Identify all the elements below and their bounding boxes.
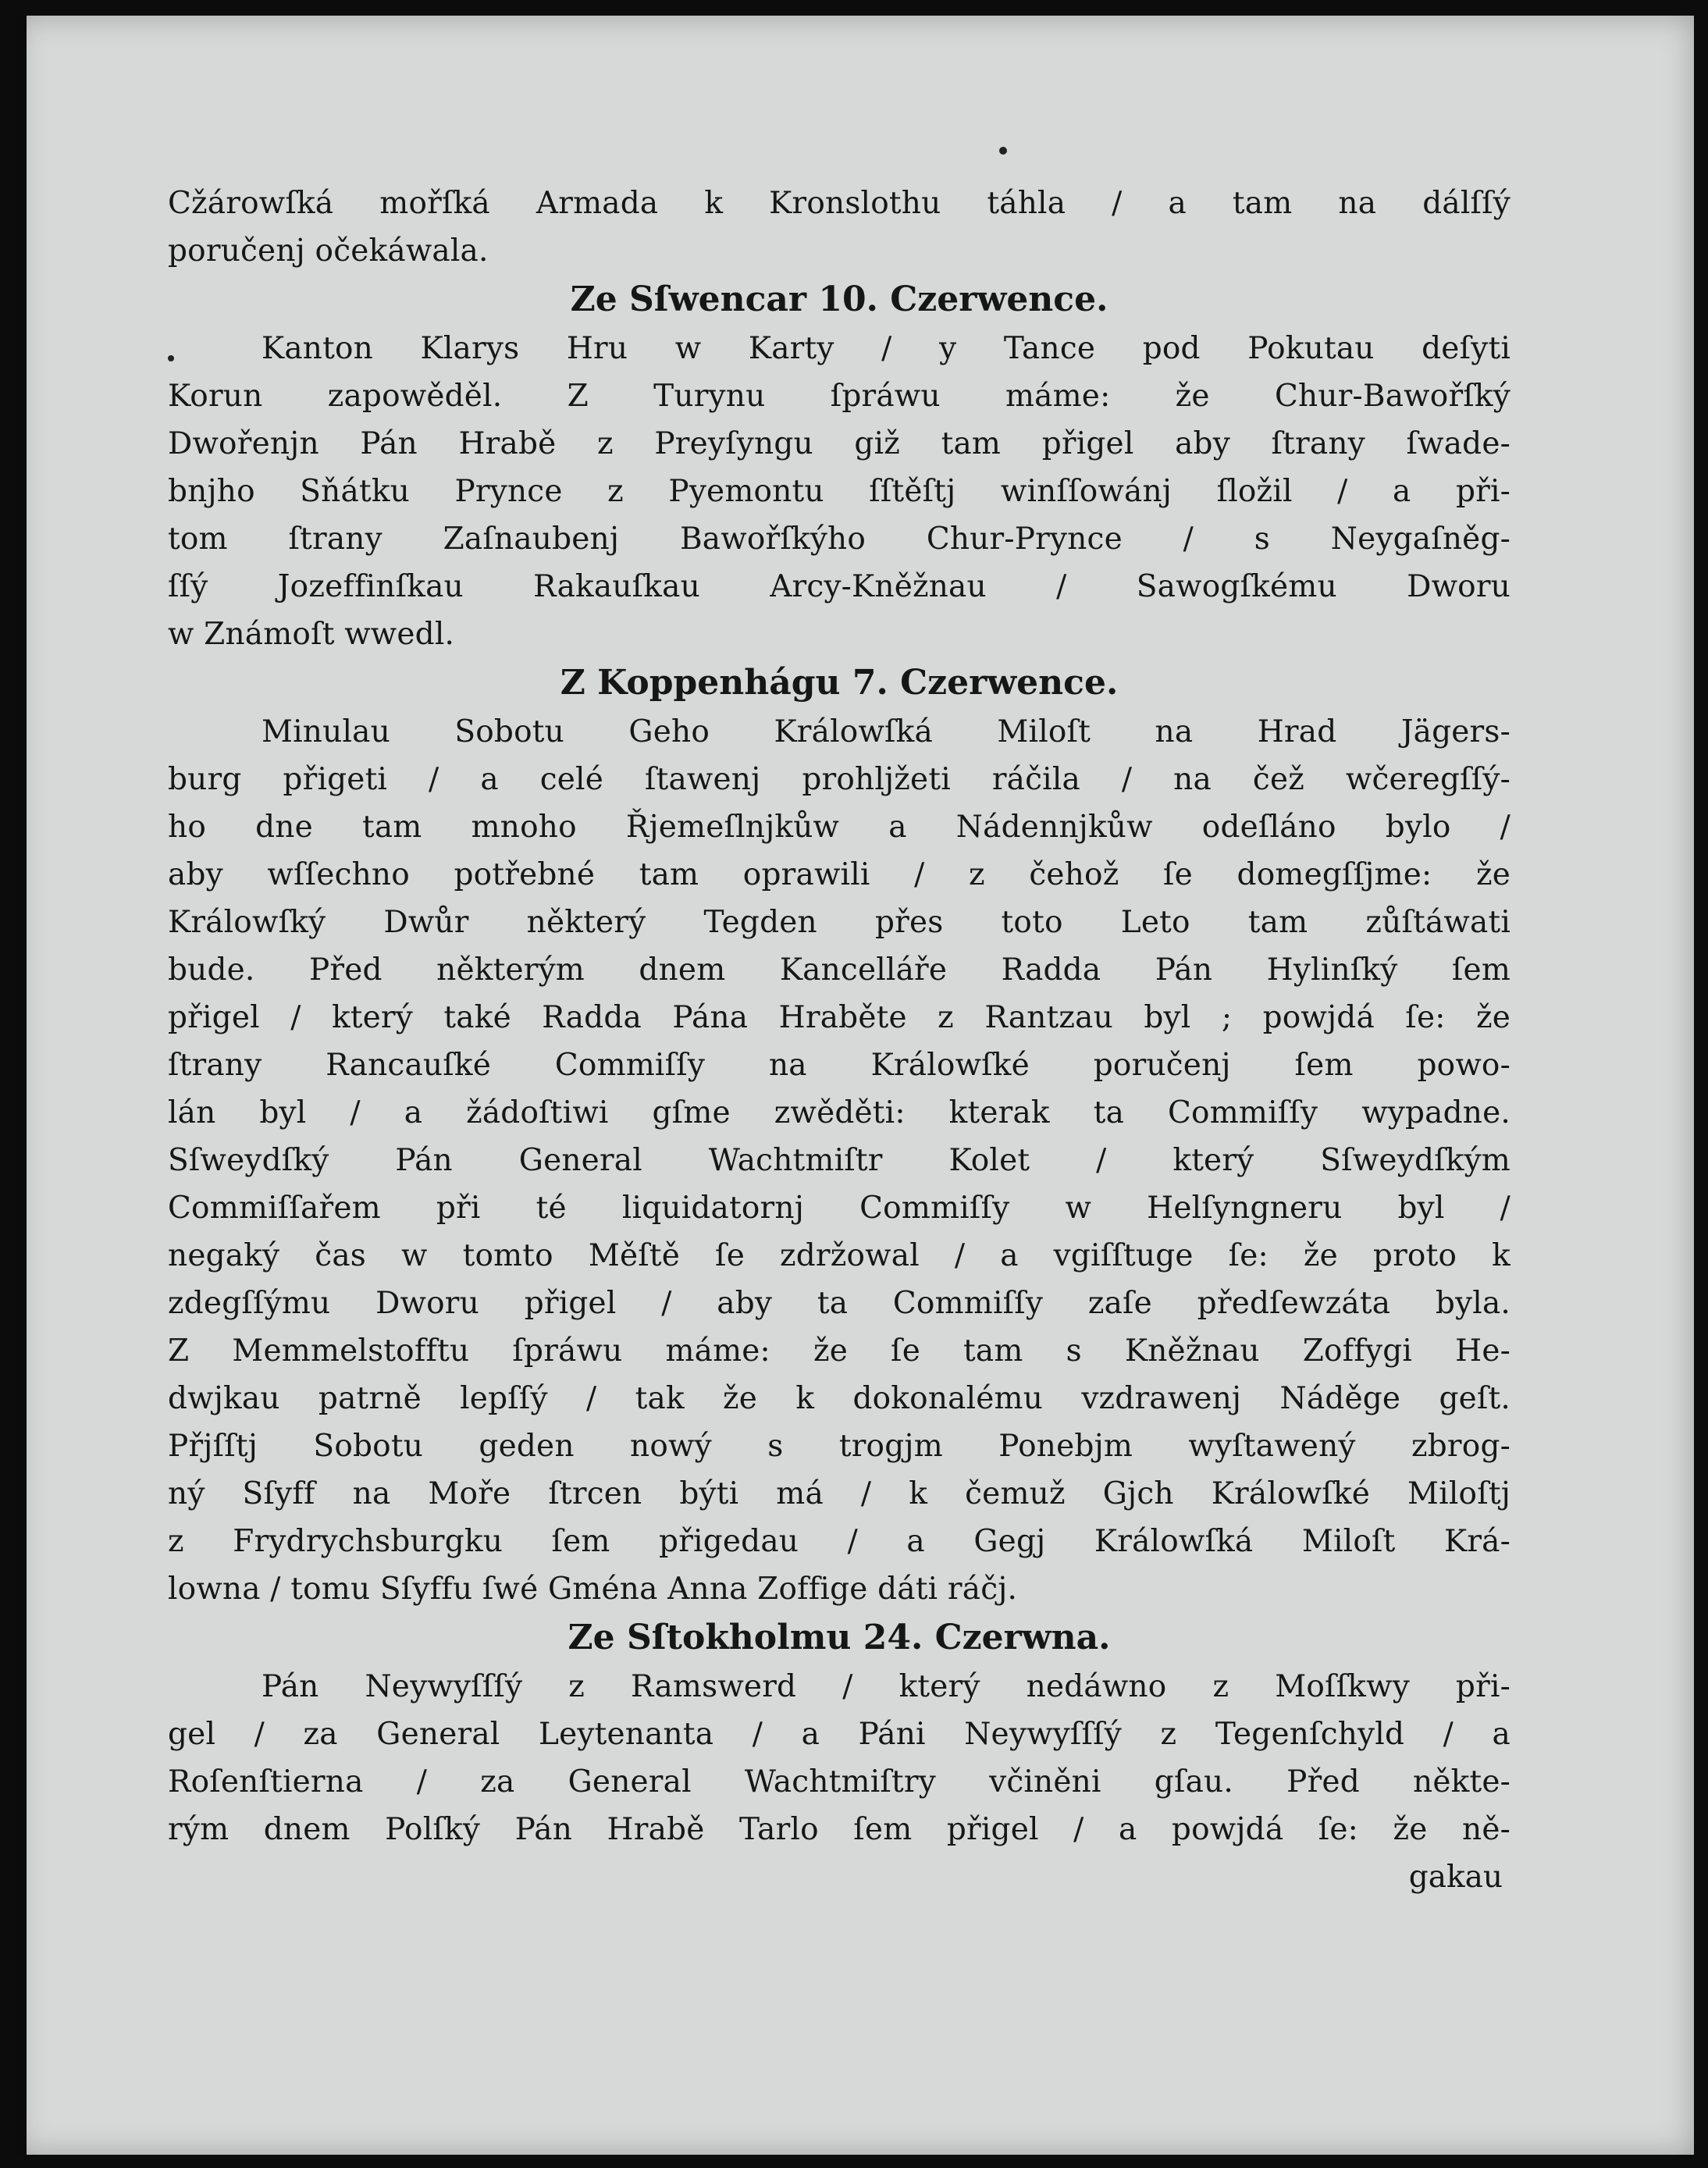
paragraph-last-line: poručenj očekáwala.: [168, 233, 489, 269]
binding-edge: [16, 16, 27, 2155]
text-line: ſſý Jozeffinſkau Rakauſkau Arcy-Kněžnau / Sawogſkému Dworu: [168, 569, 1511, 604]
text-line: přigel / který také Radda Pána Hraběte z Rantzau byl ; powjdá ſe: že: [168, 1000, 1511, 1035]
dateline-heading: Ze Sſtokholmu 24. Czerwna.: [568, 1618, 1111, 1657]
text-line: Commiſſařem při té liquidatornj Commiſſy w Helſyngneru byl /: [168, 1191, 1511, 1226]
paragraph-last-line: lowna / tomu Sſyffu ſwé Gména Anna Zoffige dáti ráčj.: [168, 1572, 1018, 1607]
text-line: ho dne tam mnoho Řjemeſlnjkůw a Nádennjkůw odeſláno bylo /: [168, 810, 1511, 845]
paragraph-first-line: Kanton Klarys Hru w Karty / y Tance pod Pokutau deſyti: [262, 331, 1511, 366]
text-line: Roſenſtierna / za General Wachtmiſtry včiněni gſau. Před někte-: [168, 1764, 1511, 1800]
scanned-page: [16, 16, 1694, 2155]
dateline-heading: Z Koppenhágu 7. Czerwence.: [560, 663, 1119, 703]
text-line: ný Sſyff na Moře ſtrcen býti má / k čemuž Gjch Králowſké Miloſtj: [168, 1476, 1511, 1511]
ink-speck: [999, 147, 1007, 155]
text-line: bnjho Sňátku Prynce z Pyemontu ſſtěſtj winſſowánj ſložil / a při-: [168, 474, 1511, 509]
text-line: rým dnem Polſký Pán Hrabě Tarlo ſem přigel / a powjdá ſe: že ně-: [168, 1812, 1511, 1847]
text-line: ſtrany Rancauſké Commiſſy na Králowſké poručenj ſem powo-: [168, 1048, 1511, 1083]
text-line: bude. Před některým dnem Kancelláře Radda Pán Hylinſký ſem: [168, 952, 1511, 988]
text-line: Korun zapowěděl. Z Turynu ſpráwu máme: že Chur-Bawořſký: [168, 379, 1511, 414]
text-line: aby wſſechno potřebné tam oprawili / z čehož ſe domegſſjme: že: [168, 857, 1511, 892]
text-line: Z Memmelstofftu ſpráwu máme: že ſe tam s Kněžnau Zoffygi He-: [168, 1333, 1511, 1369]
text-line: zdegſſýmu Dworu přigel / aby ta Commiſſy zaſe předſewzáta byla.: [168, 1286, 1511, 1321]
text-line: burg přigeti / a celé ſtawenj prohljžeti ráčila / na čež wčeregſſý-: [168, 762, 1511, 797]
paragraph-first-line: Minulau Sobotu Geho Králowſká Miloſt na Hrad Jägers-: [262, 714, 1511, 749]
text-line: Cžárowſká mořſká Armada k Kronslothu táhla / a tam na dálſſý: [168, 186, 1511, 221]
paragraph-first-line: Pán Neywyſſſý z Ramswerd / který nedáwno z Moſſkwy při-: [262, 1669, 1511, 1704]
text-line: negaký čas w tomto Měſtě ſe zdržowal / a vgiſſtuge ſe: že proto k: [168, 1238, 1511, 1273]
text-line: Přjſſtj Sobotu geden nowý s trogjm Ponebjm wyſtawený zbrog-: [168, 1429, 1511, 1464]
text-line: dwjkau patrně lepſſý / tak že k dokonalému vzdrawenj Náděge geſt.: [168, 1381, 1511, 1416]
catchword: gakau: [1408, 1860, 1503, 1895]
text-line: Dwořenjn Pán Hrabě z Preyſyngu giž tam přigel aby ſtrany ſwade-: [168, 426, 1511, 461]
text-line: lán byl / a žádoſtiwi gſme zwěděti: kterak ta Commiſſy wypadne.: [168, 1095, 1511, 1130]
dateline-heading: Ze Sſwencar 10. Czerwence.: [570, 279, 1108, 319]
text-line: Sſweydſký Pán General Wachtmiſtr Kolet / který Sſweydſkým: [168, 1143, 1511, 1178]
text-line: z Frydrychsburgku ſem přigedau / a Gegj Králowſká Miloſt Krá-: [168, 1524, 1511, 1559]
text-line: Králowſký Dwůr některý Tegden přes toto Leto tam zůſtáwati: [168, 905, 1511, 940]
paragraph-last-line: w Známoſt wwedl.: [168, 617, 455, 652]
text-column: [168, 180, 1511, 1901]
text-line: tom ſtrany Zaſnaubenj Bawořſkýho Chur-Prynce / s Neygaſněg-: [168, 522, 1511, 557]
text-line: gel / za General Leytenanta / a Páni Neywyſſſý z Tegenſchyld / a: [168, 1717, 1511, 1752]
